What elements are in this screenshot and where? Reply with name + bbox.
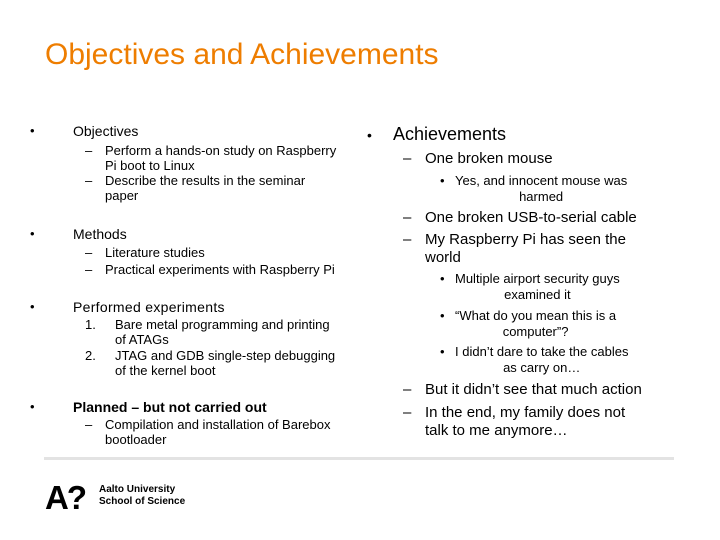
method-item: Practical experiments with Raspberry Pi [105,262,335,277]
dash: – [85,262,93,277]
bullet: • [30,399,35,414]
dash: – [403,150,412,167]
footer-divider [44,457,674,460]
achievement-subitem: I didn’t dare to take the cables as carry on… [455,344,629,375]
experiments-heading: Performed experiments [73,299,225,315]
objective-item: Perform a hands-on study on Raspberry Pi boot to Linux [105,143,337,173]
objective-item: Describe the results in the seminar paper [105,173,306,203]
bullet: • [30,299,35,314]
planned-heading: Planned – but not carried out [73,399,267,415]
number: 2. [85,348,96,363]
experiment-item: JTAG and GDB single-step debugging of the kernel boot [115,348,336,378]
dash: – [85,173,93,188]
planned-item: Compilation and installation of Barebox bootloader [105,417,331,447]
slide-title: Objectives and Achievements [45,38,439,71]
methods-heading: Methods [73,226,127,242]
achievement-item: One broken mouse [425,150,553,167]
achievement-item: In the end, my family does not talk to me anymore… [425,404,626,439]
method-item: Literature studies [105,245,205,260]
dash: – [85,417,93,432]
achievement-item: One broken USB-to-serial cable [425,209,637,226]
achievement-item: My Raspberry Pi has seen the world [425,231,626,266]
bullet: • [30,226,35,241]
aalto-logo-text: Aalto University School of Science [99,484,186,507]
sub-bullet: • [440,344,445,359]
number: 1. [85,317,96,332]
sub-bullet: • [440,173,445,188]
experiment-item: Bare metal programming and printing of ATAGs [115,317,330,347]
dash: – [403,231,412,248]
bullet: • [367,127,372,143]
dash: – [85,245,93,260]
aalto-logo-mark: A? [45,479,85,516]
dash: – [403,404,412,421]
achievement-subitem: “What do you mean this is a computer”? [455,308,617,339]
dash: – [85,143,93,158]
achievement-subitem: Multiple airport security guys examined it [455,271,620,302]
dash: – [403,381,412,398]
achievement-subitem: Yes, and innocent mouse was harmed [455,173,628,204]
achievements-heading: Achievements [393,124,507,144]
objectives-heading: Objectives [73,123,139,139]
sub-bullet: • [440,308,445,323]
bullet: • [30,123,35,138]
achievement-item: But it didn’t see that much action [425,381,642,398]
sub-bullet: • [440,271,445,286]
dash: – [403,209,412,226]
